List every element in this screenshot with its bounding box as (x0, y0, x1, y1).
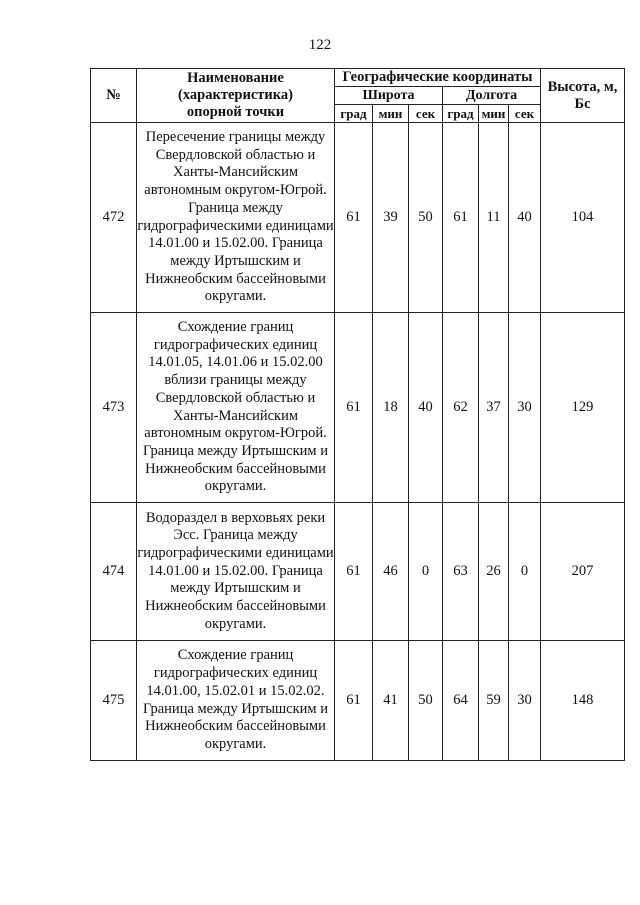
row-description: Водораздел в верховьях реки Эсс. Граница между гидрографическими единицами 14.01.00 и 15.02.00. Граница между Иртышским и Нижнеобским бассейновыми округами. (137, 503, 335, 641)
lon-deg: 61 (443, 123, 479, 313)
lat-sec: 0 (409, 503, 443, 641)
header-height: Высота, м, Бс (541, 69, 625, 123)
height-value: 148 (541, 641, 625, 761)
table-row (91, 503, 625, 641)
lon-sec: 40 (509, 123, 541, 313)
height-value: 129 (541, 313, 625, 503)
row-description: Схождение границ гидрографических единиц 14.01.05, 14.01.06 и 15.02.00 вблизи границы между Свердловской областью и Ханты-Мансийским автономным округом-Югрой. Граница между Иртышским и Нижнеобским бассейновыми округами. (137, 313, 335, 503)
header-lon-deg: град (443, 105, 479, 123)
header-geo-coordinates: Географические координаты (335, 69, 541, 87)
lon-deg: 63 (443, 503, 479, 641)
row-description: Пересечение границы между Свердловской областью и Ханты-Мансийским автономным округом-Югрой. Граница между гидрографическими единицами 14.01.00 и 15.02.00. Граница между Иртышским и Нижнеобским бассейновыми округами. (137, 123, 335, 313)
height-value: 207 (541, 503, 625, 641)
lon-sec: 0 (509, 503, 541, 641)
header-longitude: Долгота (443, 87, 541, 105)
lat-deg: 61 (335, 313, 373, 503)
table-row (91, 641, 625, 761)
header-number: № (91, 69, 137, 123)
lat-deg: 61 (335, 641, 373, 761)
row-number: 472 (91, 123, 137, 313)
header-name (137, 69, 335, 123)
lat-sec: 50 (409, 123, 443, 313)
lat-min: 41 (373, 641, 409, 761)
lon-min: 37 (479, 313, 509, 503)
table-row (91, 123, 625, 313)
height-value: 104 (541, 123, 625, 313)
header-name-line3: опорной точки (186, 104, 285, 120)
lat-deg: 61 (335, 123, 373, 313)
lon-deg: 64 (443, 641, 479, 761)
header-lon-min: мин (479, 105, 509, 123)
lat-sec: 40 (409, 313, 443, 503)
header-name-line2: (характеристика) (178, 87, 293, 103)
lon-min: 59 (479, 641, 509, 761)
lat-min: 18 (373, 313, 409, 503)
row-number: 473 (91, 313, 137, 503)
header-lat-sec: сек (409, 105, 443, 123)
lat-min: 46 (373, 503, 409, 641)
row-number: 475 (91, 641, 137, 761)
lat-deg: 61 (335, 503, 373, 641)
lat-min: 39 (373, 123, 409, 313)
row-description: Схождение границ гидрографических единиц 14.01.00, 15.02.01 и 15.02.02. Граница между Иртышским и Нижнеобским бассейновыми округами. (137, 641, 335, 761)
lat-sec: 50 (409, 641, 443, 761)
lon-min: 11 (479, 123, 509, 313)
lon-min: 26 (479, 503, 509, 641)
header-name-line1: Наименование (187, 70, 284, 86)
lon-sec: 30 (509, 641, 541, 761)
row-number: 474 (91, 503, 137, 641)
header-lat-deg: град (335, 105, 373, 123)
lon-sec: 30 (509, 313, 541, 503)
header-lat-min: мин (373, 105, 409, 123)
header-lon-sec: сек (509, 105, 541, 123)
lon-deg: 62 (443, 313, 479, 503)
table-row (91, 313, 625, 503)
page-number: 122 (308, 37, 332, 53)
header-latitude: Широта (335, 87, 443, 105)
reference-points-table (90, 68, 625, 761)
